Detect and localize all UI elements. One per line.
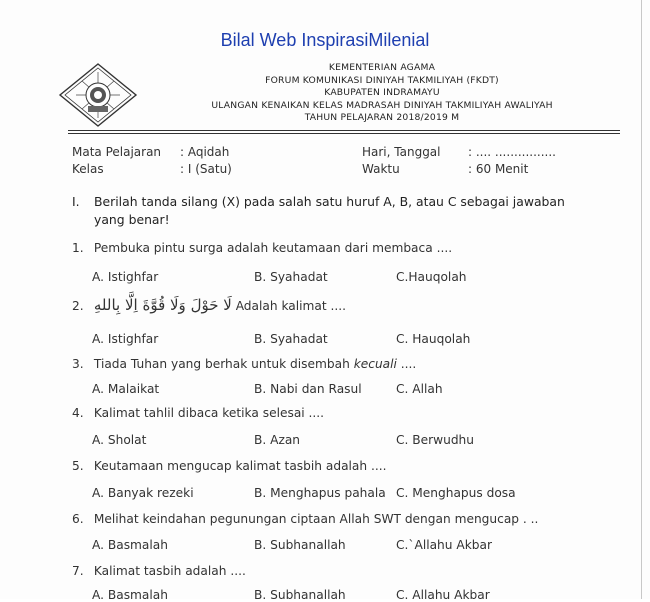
date-value: : .... ................	[468, 145, 556, 159]
question-text: Kalimat tasbih adalah ....	[93, 564, 246, 578]
option-a[interactable]: A. Banyak rezeki	[92, 486, 194, 500]
option-a[interactable]: A. Malaikat	[92, 382, 160, 396]
question-number: 3.	[72, 357, 84, 371]
watermark-title: Bilal Web InspirasiMilenial	[220, 30, 430, 50]
question-text: Pembuka pintu surga adalah keutamaan dari membaca ....	[93, 241, 453, 255]
question-text-emphasis: kecuali	[353, 357, 397, 371]
question-6	[72, 512, 538, 526]
header-ministry: KEMENTERIAN AGAMA	[328, 62, 436, 73]
question-7	[72, 564, 246, 578]
question-4	[72, 406, 324, 420]
question-text-end: ....	[396, 357, 417, 371]
question-text: Adalah kalimat ....	[235, 299, 347, 313]
option-c[interactable]: C. Menghapus dosa	[396, 486, 516, 500]
question-number: 2.	[72, 299, 84, 313]
question-number: 4.	[72, 406, 84, 420]
time-label: Waktu	[362, 162, 400, 176]
date-label: Hari, Tanggal	[362, 145, 441, 159]
exam-header	[152, 62, 612, 125]
option-b[interactable]: B. Syahadat	[254, 332, 328, 346]
option-a[interactable]: A. Istighfar	[92, 332, 159, 346]
question-number: 6.	[72, 512, 84, 526]
question-5	[72, 459, 387, 473]
option-b[interactable]: B. Nabi dan Rasul	[254, 382, 362, 396]
header-academic-year: TAHUN PELAJARAN 2018/2019 M	[304, 112, 460, 124]
option-c[interactable]: C. Hauqolah	[396, 332, 471, 346]
class-label: Kelas	[72, 162, 104, 176]
question-text: Keutamaan mengucap kalimat tasbih adalah ....	[93, 459, 387, 473]
question-arabic-text: لَا حَوْلَ وَلَا قُوَّةَ اِلَّا بِاللهِ	[93, 296, 232, 314]
class-value: : I (Satu)	[180, 162, 232, 176]
question-number: 5.	[72, 459, 84, 473]
header-divider-double	[68, 133, 620, 134]
subject-label: Mata Pelajaran	[72, 145, 162, 159]
option-a[interactable]: A. Istighfar	[92, 270, 159, 284]
question-3	[72, 357, 416, 371]
time-value: : 60 Menit	[468, 162, 529, 176]
option-a[interactable]: A. Basmalah	[92, 538, 168, 552]
question-number: 1.	[72, 241, 84, 255]
option-c[interactable]: C. Berwudhu	[396, 433, 475, 447]
option-c[interactable]: C. Allahu Akbar	[396, 588, 490, 602]
header-forum: FORUM KOMUNIKASI DINIYAH TAKMILIYAH (FKDT)	[265, 74, 499, 86]
page-edge	[641, 0, 642, 599]
question-text: Tiada Tuhan yang berhak untuk disembah	[93, 357, 350, 371]
option-b[interactable]: B. Menghapus pahala	[254, 486, 386, 500]
option-b[interactable]: B. Azan	[254, 433, 301, 447]
option-b[interactable]: B. Syahadat	[254, 270, 328, 284]
option-b[interactable]: B. Subhanallah	[254, 588, 346, 602]
header-divider	[68, 130, 620, 131]
section-instruction-text: Berilah tanda silang (X) pada salah satu huruf A, B, atau C sebagai jawaban yang benar!	[94, 194, 565, 227]
question-text: Kalimat tahlil dibaca ketika selesai ....	[93, 406, 325, 420]
option-a[interactable]: A. Sholat	[92, 433, 147, 447]
kemenag-logo-icon	[58, 62, 138, 128]
header-exam-title: ULANGAN KENAIKAN KELAS MADRASAH DINIYAH TAKMILIYAH AWALIYAH	[211, 99, 553, 111]
option-b[interactable]: B. Subhanallah	[254, 538, 346, 552]
question-2	[72, 296, 346, 314]
question-text: Melihat keindahan pegunungan ciptaan Allah SWT dengan mengucap . ..	[93, 512, 539, 526]
header-regency: KABUPATEN INDRAMAYU	[324, 87, 440, 99]
option-c[interactable]: C. Allah	[396, 382, 443, 396]
option-c[interactable]: C.`Allahu Akbar	[396, 538, 492, 552]
subject-value: : Aqidah	[180, 145, 230, 159]
section-number: I.	[72, 194, 80, 209]
option-c[interactable]: C.Hauqolah	[396, 270, 467, 284]
question-1	[72, 241, 452, 255]
question-number: 7.	[72, 564, 84, 578]
option-a[interactable]: A. Basmalah	[92, 588, 168, 602]
